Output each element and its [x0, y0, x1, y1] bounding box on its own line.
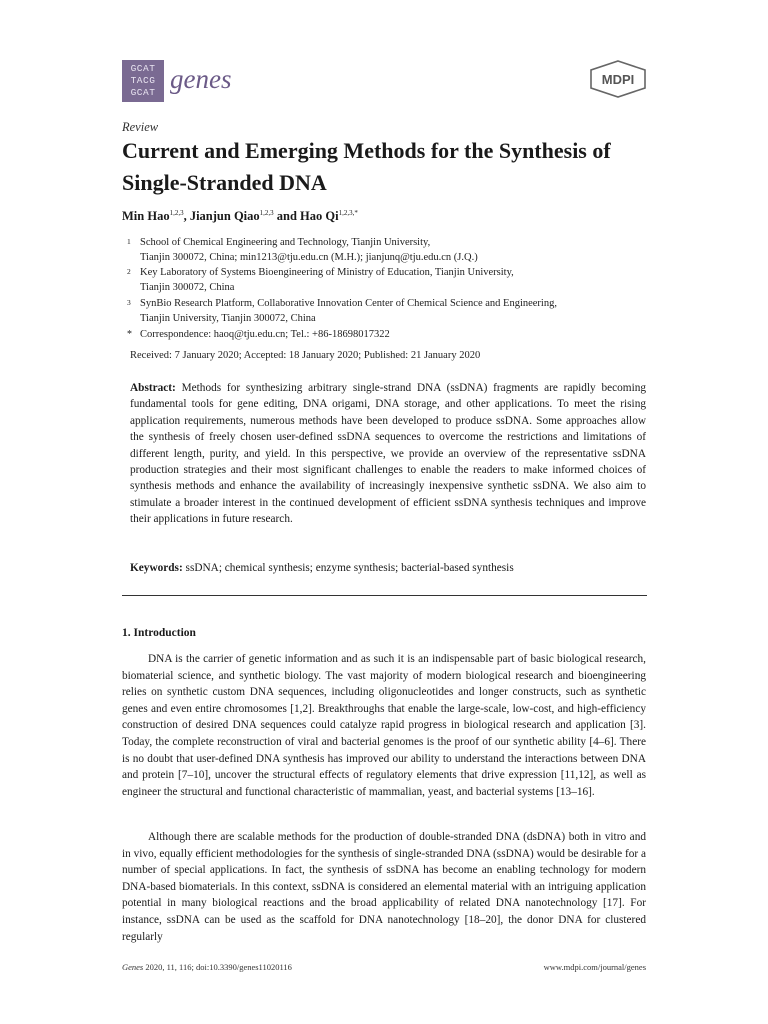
affiliation-line: Key Laboratory of Systems Bioengineering of Ministry of Education, Tianjin University,: [140, 267, 514, 278]
journal-logo-mark: [122, 60, 164, 102]
section-divider: [122, 595, 647, 596]
body-paragraph: DNA is the carrier of genetic information and as such it is an indispensable part of basic biological research, biomaterial science, and synthetic biology. The vast majority of modern biological research and bioengineering relies on synthetic custom DNA sequences, including oligonucleotides and longer constructs, such as synthetic genes and even entire chromosomes [1,2]. Breakthroughs that enable the large-scale, low-cost, and high-efficiency construction of desired DNA sequences could catalyze rapid progress in biological research and application [3]. Today, the complete reconstruction of viral and bacterial genomes is the proof of our synthetic ability [4–6]. There is no doubt that user-defined DNA synthesis has improved our ability to understand the interactions between DNA and protein [7–10], uncover the structural effects of regulatory elements that drive expression [11,12], as well as engineer the structural and functional characteristic of mammalian, yeast, and bacterial systems [13–16].: [122, 653, 646, 798]
footer-journal: Genes: [122, 962, 144, 972]
affiliation-line: School of Chemical Engineering and Technology, Tianjin University,: [140, 237, 431, 248]
logo-line: GCAT: [130, 87, 156, 98]
author-affiliation-marks: 1,2,3: [259, 209, 274, 217]
logo-line: TACG: [130, 75, 156, 86]
author-separator: ,: [183, 209, 190, 224]
affiliation-line: Tianjin 300072, China; min1213@tju.edu.cn (M.H.); jianjunq@tju.edu.cn (J.Q.): [140, 252, 478, 263]
footer-url[interactable]: www.mdpi.com/journal/genes: [543, 962, 646, 972]
article-type: Review: [122, 120, 159, 134]
affiliation-mark: 3: [127, 298, 131, 307]
abstract: [130, 380, 646, 528]
affiliation-mark: 2: [127, 267, 131, 276]
publisher-name: MDPI: [601, 72, 635, 87]
author-name: Jianjun Qiao: [189, 209, 260, 224]
article-title: Current and Emerging Methods for the Synthesis of Single-Stranded DNA: [122, 138, 611, 195]
keywords: [130, 560, 646, 576]
body-paragraph: Although there are scalable methods for the production of double-stranded DNA (dsDNA) both in vitro and in vivo, equally efficient methodologies for the synthesis of single-stranded DNA (ssDNA) would be desirable for a number of special applications. In fact, the synthesis of ssDNA has become an enabling technology for modern DNA-based biomaterials. In this context, ssDNA is considered an elemental material with an intriguing application potential in many biological reactions and the broad applicability of related DNA nanotechnology [17]. For instance, ssDNA can be used as the scaffold for DNA nanotechnology [18–20], the donor DNA for clustered regularly: [122, 831, 646, 943]
affiliation-mark: *: [127, 329, 132, 340]
affiliation-line: Tianjin University, Tianjin 300072, China: [140, 313, 316, 324]
author-affiliation-marks: 1,2,3,*: [338, 209, 358, 217]
author-name: Hao Qi: [300, 209, 339, 224]
keywords-label: Keywords:: [130, 562, 183, 574]
footer-citation-text: 2020, 11, 116; doi:10.3390/genes11020116: [143, 962, 292, 972]
abstract-text: Methods for synthesizing arbitrary single-strand DNA (ssDNA) fragments are rapidly becoming fundamental tools for gene editing, DNA origami, DNA storage, and other applications. To meet the rising application requirements, numerous methods have been developed to produce ssDNA. Some approaches allow the synthesis of freely chosen user-defined ssDNA sequences to overcome the restrictions and limitations of different length, purity, and yield. In this perspective, we provide an overview of the representative ssDNA production strategies and their most significant challenges to enable the readers to make informed choices of synthesis methods and enhance the availability of increasingly inexpensive synthetic ssDNA. We also aim to stimulate a broader interest in the continued development of efficient ssDNA synthesis techniques and improve their applications in future research.: [130, 382, 647, 526]
author-list: [122, 209, 358, 224]
journal-name: genes: [170, 64, 232, 94]
correspondence-line: Correspondence: haoq@tju.edu.cn; Tel.: +86-18698017322: [140, 329, 390, 340]
affiliation-line: Tianjin 300072, China: [140, 282, 235, 293]
affiliation-mark: 1: [127, 237, 131, 246]
author-separator: and: [273, 209, 301, 224]
affiliation-line: SynBio Research Platform, Collaborative Innovation Center of Chemical Science and Engineering,: [140, 298, 557, 309]
footer-citation: [122, 962, 292, 972]
author-name: Min Hao: [122, 209, 170, 224]
publication-dates: Received: 7 January 2020; Accepted: 18 January 2020; Published: 21 January 2020: [130, 350, 481, 361]
publisher-logo: [588, 60, 648, 98]
abstract-label: Abstract:: [130, 382, 176, 394]
logo-line: GCAT: [130, 63, 156, 74]
author-affiliation-marks: 1,2,3: [169, 209, 184, 217]
section-heading: 1. Introduction: [122, 627, 196, 639]
keywords-text: ssDNA; chemical synthesis; enzyme synthesis; bacterial-based synthesis: [185, 562, 514, 574]
